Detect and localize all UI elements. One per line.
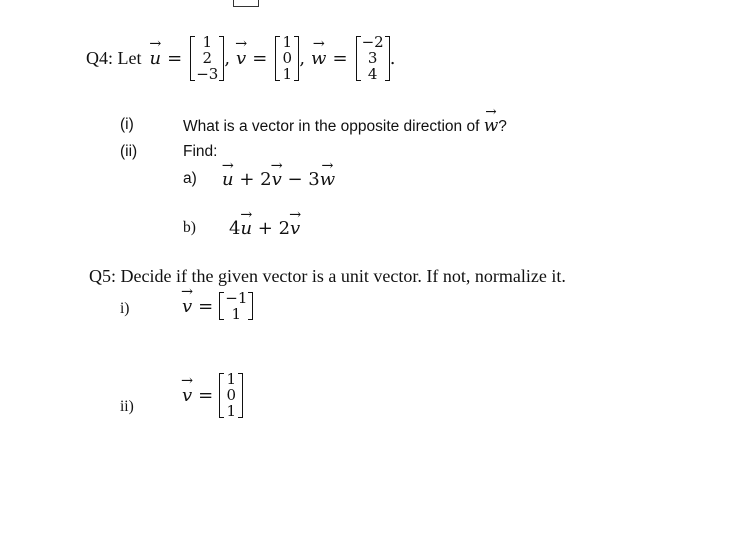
q5-i-vector-matrix bbox=[219, 290, 253, 322]
q5-part-i-expression bbox=[182, 290, 253, 322]
vector-u-entry: 1 bbox=[202, 33, 213, 51]
question-mark: ? bbox=[498, 118, 507, 135]
part-a-expression bbox=[222, 169, 335, 190]
vector-u-symbol: → u bbox=[240, 218, 252, 239]
q5-part-ii-label: ii) bbox=[120, 398, 134, 415]
q5-question: Q5: Decide if the given vector is a unit vector. If not, normalize it. bbox=[89, 266, 566, 286]
operator-text: + 2 bbox=[233, 169, 272, 190]
comma: , bbox=[224, 47, 231, 69]
vector-u-entry: 2 bbox=[202, 49, 213, 68]
q5-part-i-label: i) bbox=[120, 300, 130, 317]
vector-u-symbol: → u bbox=[150, 48, 162, 69]
matrix-entry: 1 bbox=[226, 402, 237, 421]
part-b-expression bbox=[229, 218, 300, 239]
vector-v-entry: 1 bbox=[282, 65, 293, 84]
coefficient: 4 bbox=[229, 218, 241, 239]
vector-v-entry: 0 bbox=[282, 49, 293, 68]
equals-sign: = bbox=[198, 295, 214, 317]
q4-definition-line bbox=[86, 34, 395, 83]
find-label: Find: bbox=[183, 143, 218, 160]
vector-v-symbol: → v bbox=[236, 48, 246, 69]
q4-label: Q4: Let bbox=[86, 47, 142, 68]
matrix-entry: 1 bbox=[231, 305, 242, 324]
q5-ii-vector-matrix bbox=[219, 371, 243, 420]
comma: , bbox=[299, 47, 306, 69]
vector-w-symbol: → w bbox=[484, 116, 499, 136]
equals-sign: = bbox=[198, 384, 214, 406]
question-text bbox=[183, 116, 507, 136]
vector-w-matrix bbox=[356, 34, 390, 83]
operator-text: − 3 bbox=[281, 169, 320, 190]
item-number: (ii) bbox=[120, 143, 138, 160]
vector-v-symbol: → v bbox=[182, 385, 192, 406]
period: . bbox=[389, 47, 396, 69]
vector-v-entry: 1 bbox=[282, 33, 293, 51]
equals-sign: = bbox=[252, 47, 268, 69]
vector-u-matrix bbox=[190, 34, 224, 83]
vector-v-symbol: → v bbox=[290, 218, 300, 239]
matrix-entry: 1 bbox=[226, 370, 237, 388]
cropped-bracket-fragment bbox=[233, 0, 259, 7]
matrix-entry: 0 bbox=[226, 386, 237, 405]
operator-text: + 2 bbox=[252, 218, 291, 239]
vector-w-symbol: → w bbox=[320, 169, 335, 190]
vector-v-symbol: → v bbox=[182, 296, 192, 317]
question-i-text: What is a vector in the opposite direction of bbox=[183, 118, 480, 135]
part-a-label: a) bbox=[183, 170, 197, 187]
vector-w-symbol: → w bbox=[311, 48, 326, 69]
matrix-entry: −1 bbox=[225, 289, 248, 307]
q5-part-ii-expression bbox=[182, 371, 243, 420]
item-number: (i) bbox=[120, 116, 134, 133]
vector-w-entry: 3 bbox=[367, 49, 378, 68]
vector-w-entry: 4 bbox=[367, 65, 378, 84]
equals-sign: = bbox=[167, 47, 183, 69]
part-b-label: b) bbox=[183, 219, 196, 236]
vector-u-entry: −3 bbox=[196, 65, 219, 84]
equals-sign: = bbox=[332, 47, 348, 69]
vector-v-symbol: → v bbox=[272, 169, 282, 190]
vector-w-entry: −2 bbox=[361, 33, 384, 51]
vector-u-symbol: → u bbox=[222, 169, 234, 190]
vector-v-matrix bbox=[275, 34, 299, 83]
